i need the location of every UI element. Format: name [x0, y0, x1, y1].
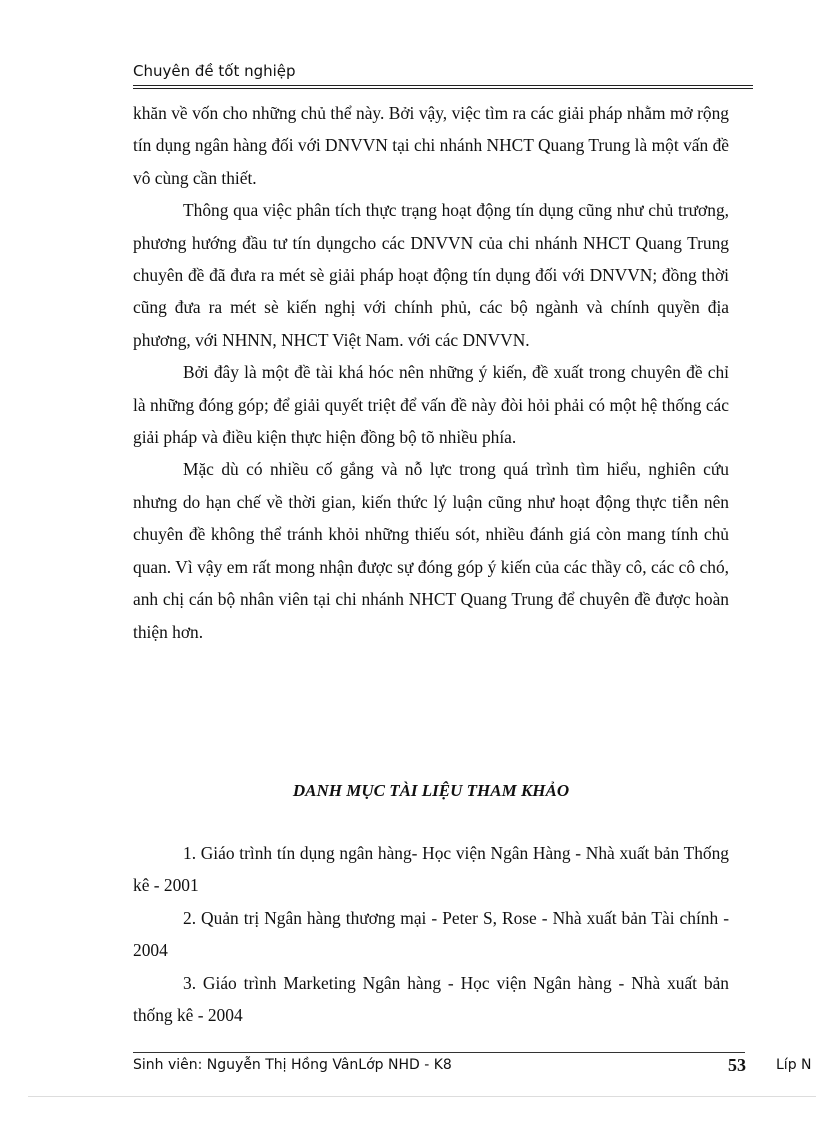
reference-item: 2. Quản trị Ngân hàng thương mại - Peter S, Rose - Nhà xuất bản Tài chính - 2004: [133, 907, 729, 961]
paragraph: Bởi đây là một đề tài khá hóc nên những ý kiến, đề xuất trong chuyên đề chỉ là những đóng góp; để giải quyết triệt để vấn đề này đòi hỏi phải có một hệ thống các giải pháp và điều kiện thực hiện đồng bộ tõ nhiều phía.: [133, 362, 729, 448]
page-edge: [28, 1096, 816, 1097]
paragraph: khăn về vốn cho những chủ thể này. Bởi vậy, việc tìm ra các giải pháp nhằm mở rộng tín dụng ngân hàng đối với DNVVN tại chi nhánh NHCT Quang Trung là một vấn đề vô cùng cần thiết.: [133, 103, 729, 188]
paragraph: Thông qua việc phân tích thực trạng hoạt động tín dụng cũng như chủ trương, phương hướng đầu tư tín dụngcho các DNVVN của chi nhánh NHCT Quang Trung chuyên đề đã đưa ra mét sè giải pháp hoạt động tín dụng đối với DNVVN; đồng thời cũng đưa ra mét sè kiến nghị với chính phủ, các bộ ngành và chính quyền địa phương, với NHNN, NHCT Việt Nam. với các DNVVN.: [133, 200, 729, 350]
footer-class: Líp N: [776, 1057, 812, 1073]
reference-item: 3. Giáo trình Marketing Ngân hàng - Học viện Ngân hàng - Nhà xuất bản thống kê - 2004: [133, 972, 729, 1026]
reference-item: 1. Giáo trình tín dụng ngân hàng- Học viện Ngân Hàng - Nhà xuất bản Thống kê - 2001: [133, 843, 729, 896]
body-text: [133, 97, 729, 648]
header-title: Chuyên đề tốt nghiệp: [133, 62, 296, 80]
references-title: DANH MỤC TÀI LIỆU THAM KHẢO: [292, 781, 570, 800]
references-list: [133, 837, 729, 1031]
footer-divider: [133, 1052, 745, 1053]
footer-student: Sinh viên: Nguyễn Thị Hồng VânLớp NHD - K8: [133, 1057, 452, 1073]
paragraph: Mặc dù có nhiều cố gắng và nỗ lực trong quá trình tìm hiểu, nghiên cứu nhưng do hạn chế về thời gian, kiến thức lý luận cũng như hoạt động thực tiễn nên chuyên đề không thể tránh khỏi những thiếu sót, nhiều đánh giá còn mang tính chủ quan. Vì vậy em rất mong nhận được sự đóng góp ý kiến của các thầy cô, các cô chó, anh chị cán bộ nhân viên tại chi nhánh NHCT Quang Trung để chuyên đề được hoàn thiện hơn.: [133, 459, 729, 642]
page-header: [133, 62, 753, 89]
page-number: 53: [728, 1055, 746, 1075]
